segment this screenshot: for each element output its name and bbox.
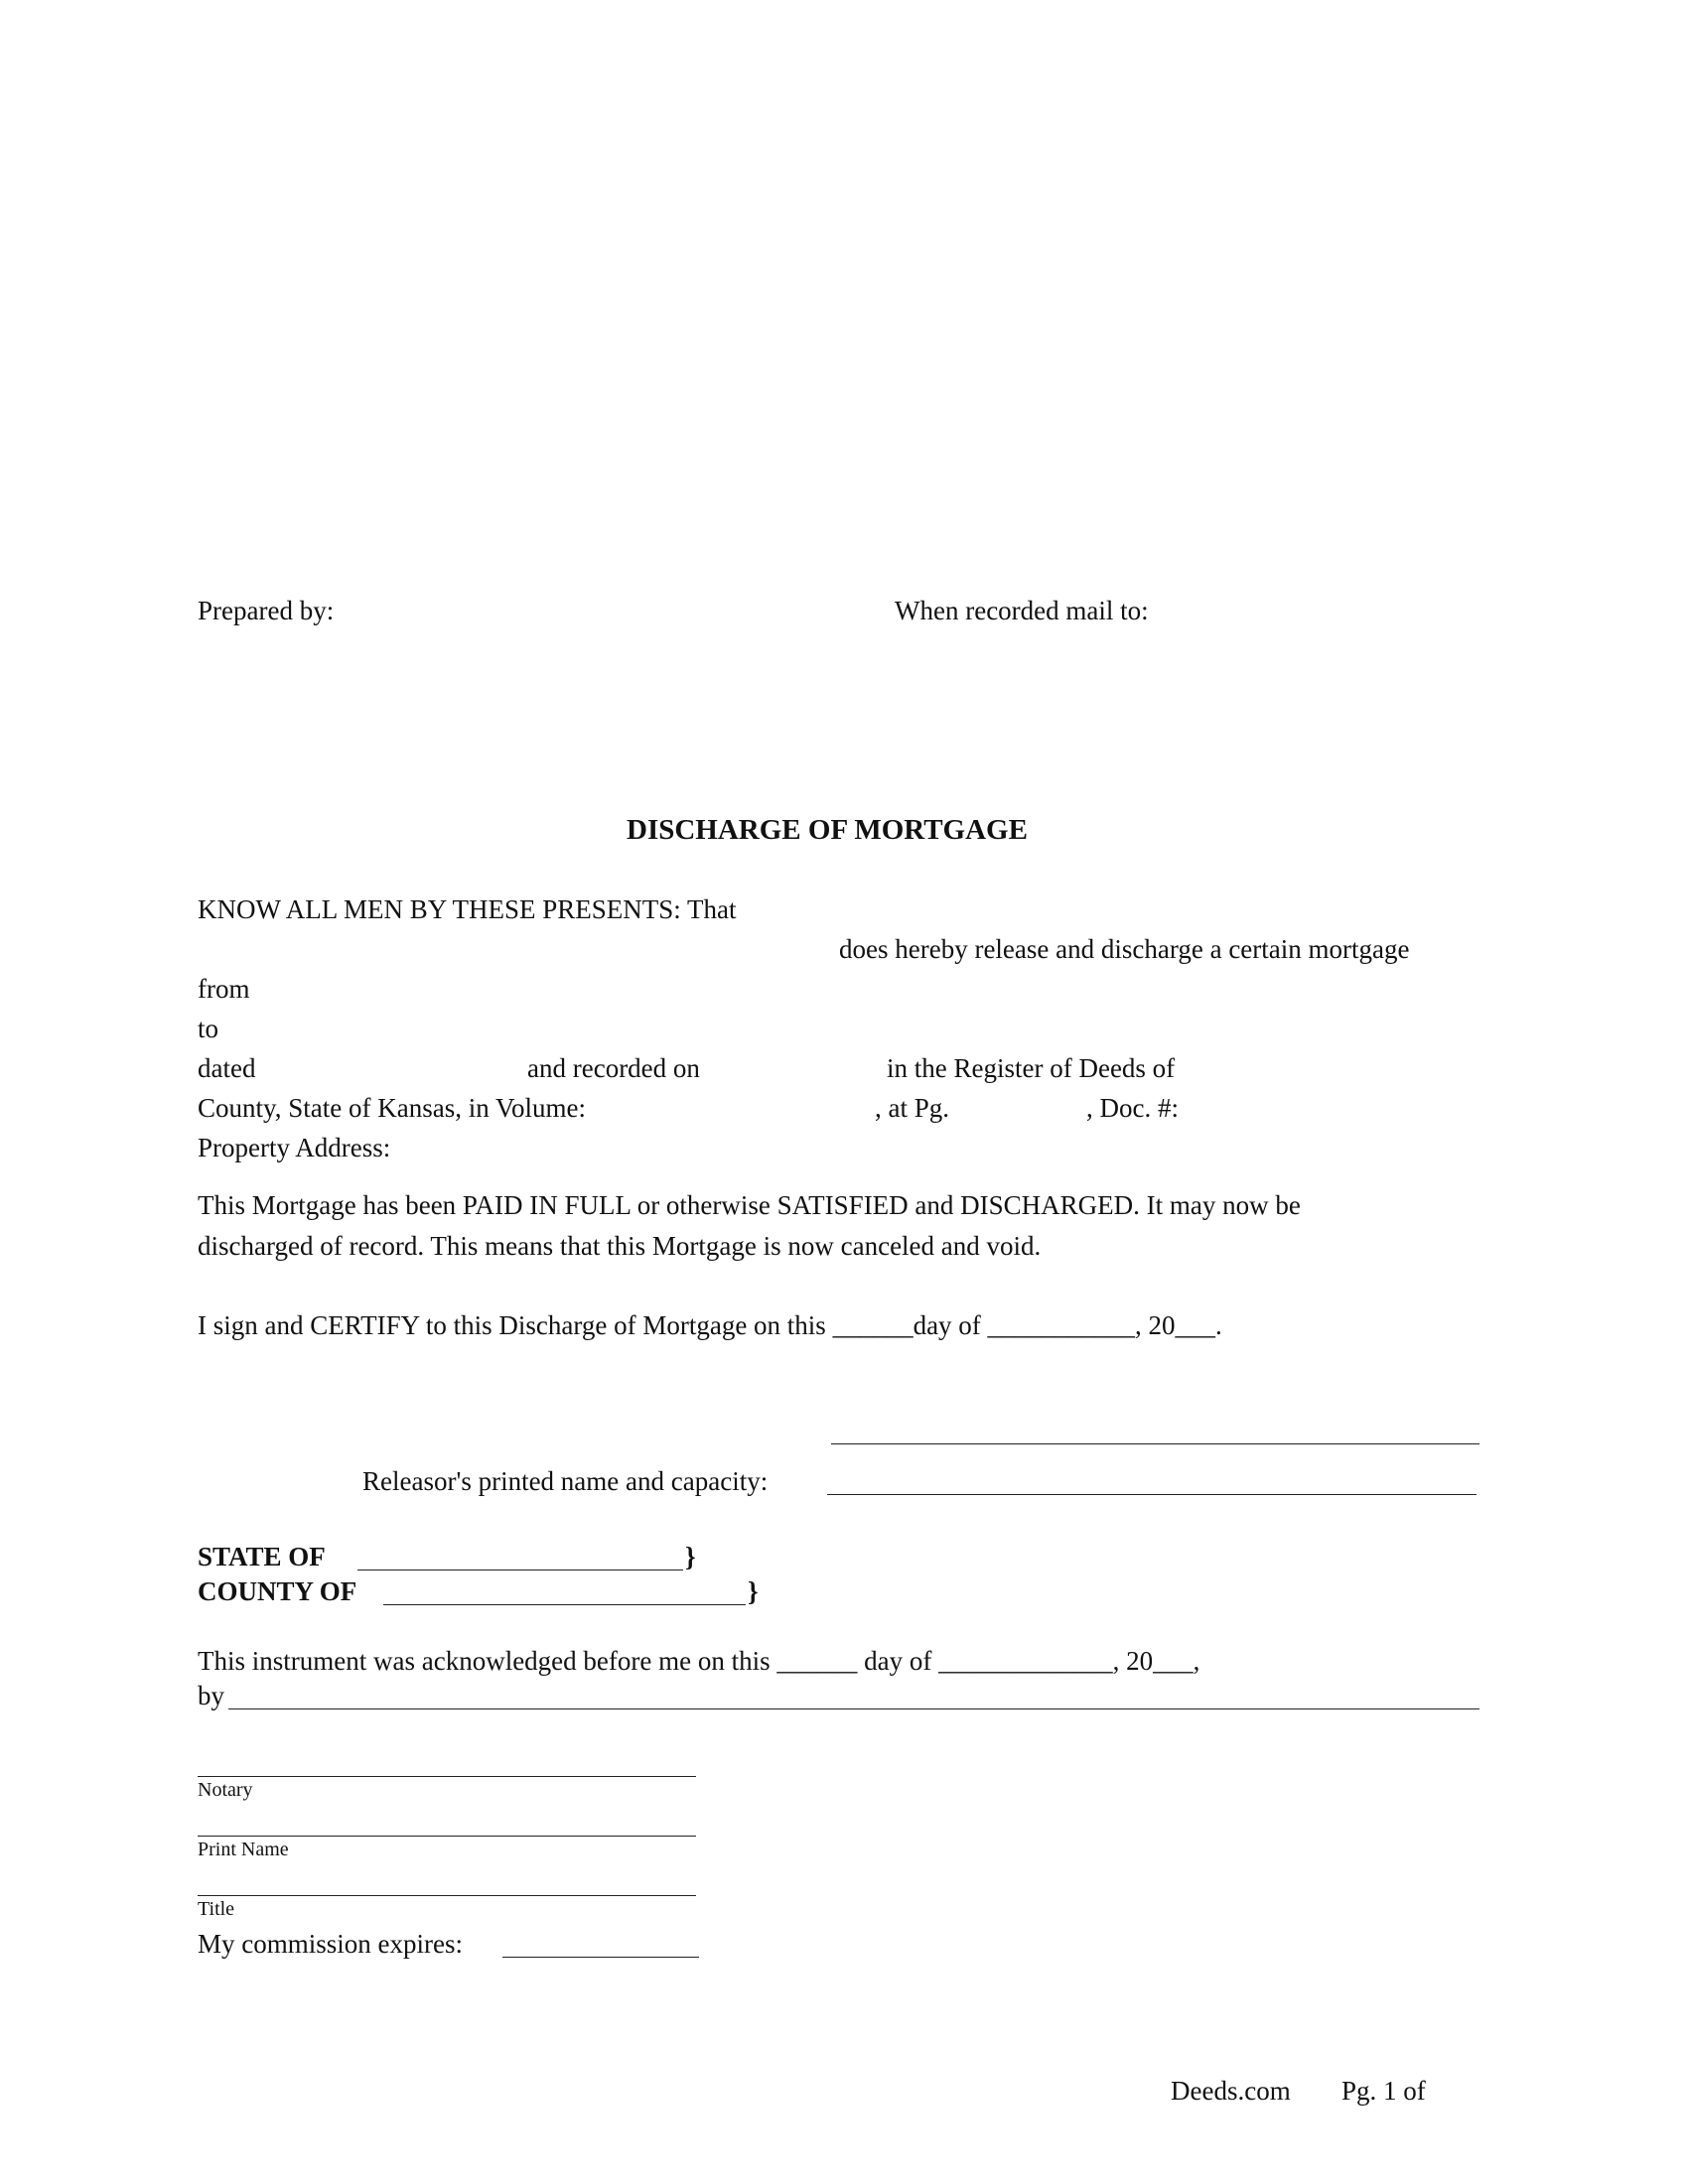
by-line[interactable] [228, 1708, 1479, 1709]
dated-label: dated [198, 1053, 256, 1083]
mail-to-label: When recorded mail to: [895, 596, 1149, 625]
releasor-signature-line[interactable] [831, 1443, 1479, 1444]
from-label: from [198, 974, 250, 1004]
doc-number-label: , Doc. #: [1086, 1093, 1179, 1123]
certify-statement: I sign and CERTIFY to this Discharge of Mortgage on this ______day of ___________, 20___. [198, 1310, 1222, 1340]
county-brace: } [748, 1576, 759, 1606]
know-all-text: KNOW ALL MEN BY THESE PRESENTS: That [198, 894, 737, 924]
acknowledged-statement: This instrument was acknowledged before me on this ______ day of _____________, 20___, [198, 1646, 1200, 1676]
state-brace: } [685, 1542, 696, 1571]
title-label: Title [198, 1898, 235, 1920]
footer-site: Deeds.com [1171, 2076, 1291, 2106]
prepared-by-label: Prepared by: [198, 596, 335, 625]
recorded-on-label: and recorded on [527, 1053, 700, 1083]
document-title: DISCHARGE OF MORTGAGE [627, 814, 1028, 846]
property-address-label: Property Address: [198, 1133, 391, 1162]
commission-expires-line[interactable] [502, 1957, 699, 1958]
paid-in-full-line-1: This Mortgage has been PAID IN FULL or otherwise SATISFIED and DISCHARGED. It may now be [198, 1190, 1301, 1220]
notary-signature-line[interactable] [198, 1776, 696, 1777]
print-name-line[interactable] [198, 1836, 696, 1837]
releasor-name-line[interactable] [827, 1494, 1477, 1495]
by-label: by [198, 1681, 224, 1710]
release-text: does hereby release and discharge a certain mortgage [839, 934, 1410, 964]
register-of-deeds-label: in the Register of Deeds of [887, 1053, 1176, 1083]
releasor-name-label: Releasor's printed name and capacity: [362, 1466, 769, 1496]
footer-page: Pg. 1 of [1341, 2076, 1426, 2106]
county-of-label: COUNTY OF [198, 1576, 357, 1606]
state-of-label: STATE OF [198, 1542, 326, 1571]
print-name-label: Print Name [198, 1839, 289, 1860]
to-label: to [198, 1014, 219, 1043]
notary-label: Notary [198, 1779, 253, 1801]
paid-in-full-line-2: discharged of record. This means that this Mortgage is now canceled and void. [198, 1231, 1042, 1261]
page-number-label: , at Pg. [875, 1093, 950, 1123]
county-of-line[interactable] [383, 1604, 746, 1605]
title-line[interactable] [198, 1895, 696, 1896]
commission-expires-label: My commission expires: [198, 1929, 463, 1959]
county-volume-label: County, State of Kansas, in Volume: [198, 1093, 586, 1123]
